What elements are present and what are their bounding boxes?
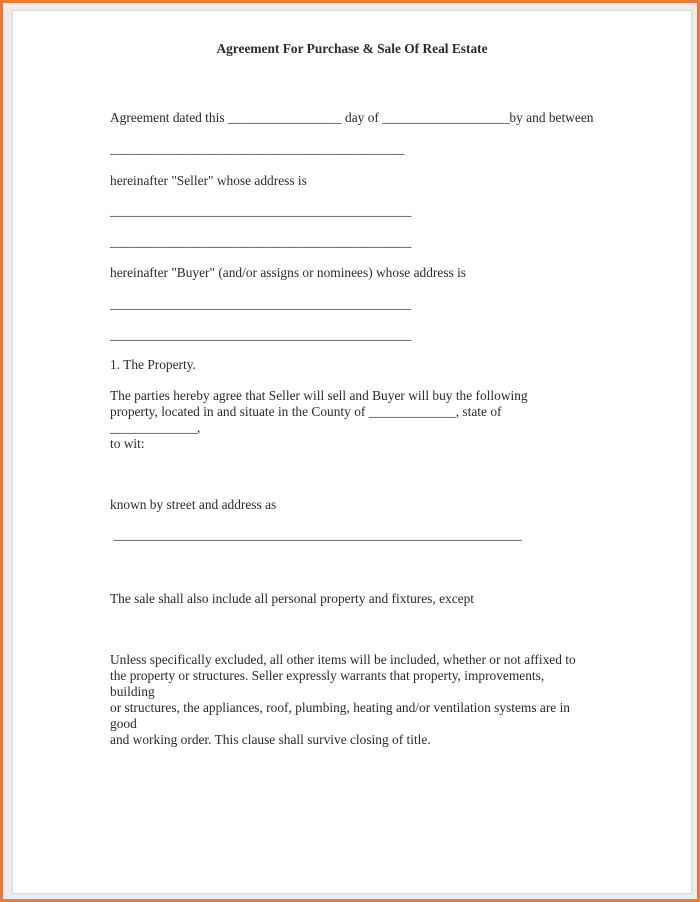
exclusions-paragraph-line: Unless specifically excluded, all other items will be included, whether or not affixed to	[110, 652, 576, 667]
exclusions-paragraph-line: good	[110, 716, 137, 731]
buyer-label: hereinafter "Buyer" (and/or assigns or nominees) whose address is	[110, 265, 467, 280]
document-body	[13, 11, 691, 893]
property-paragraph-line: property, located in and situate in the County of _____________, state of	[110, 404, 502, 419]
street-address-line: _____________________________________________________________	[110, 527, 522, 542]
personal-property-text: The sale shall also include all personal property and fixtures, except	[110, 591, 475, 606]
buyer-address-line-1: _____________________________________________	[110, 296, 412, 311]
exclusions-paragraph-line: or structures, the appliances, roof, plumbing, heating and/or ventilation systems are in	[110, 700, 571, 715]
exclusions-paragraph-line: the property or structures. Seller expressly warrants that property, improvements,	[110, 668, 545, 683]
party-blank-line: ____________________________________________	[110, 141, 405, 156]
property-paragraph-line: The parties hereby agree that Seller will sell and Buyer will buy the following	[110, 388, 528, 403]
agreement-dated-line: Agreement dated this _________________ day of ___________________by and between	[110, 110, 594, 125]
seller-address-line-1: _____________________________________________	[110, 203, 412, 218]
section-1-heading: 1. The Property.	[110, 357, 196, 372]
property-paragraph	[110, 388, 590, 452]
street-address-label: known by street and address as	[110, 497, 277, 512]
document-title: Agreement For Purchase & Sale Of Real Estate	[216, 41, 488, 56]
seller-label: hereinafter "Seller" whose address is	[110, 173, 307, 188]
document-page	[13, 11, 691, 893]
exclusions-paragraph-line: and working order. This clause shall survive closing of title.	[110, 732, 431, 747]
exclusions-paragraph	[110, 652, 590, 748]
buyer-address-line-2: _____________________________________________	[110, 327, 412, 342]
seller-address-line-2: _____________________________________________	[110, 234, 412, 249]
property-paragraph-line: to wit:	[110, 436, 145, 451]
exclusions-paragraph-line: building	[110, 684, 155, 699]
property-paragraph-line: _____________,	[110, 420, 201, 435]
